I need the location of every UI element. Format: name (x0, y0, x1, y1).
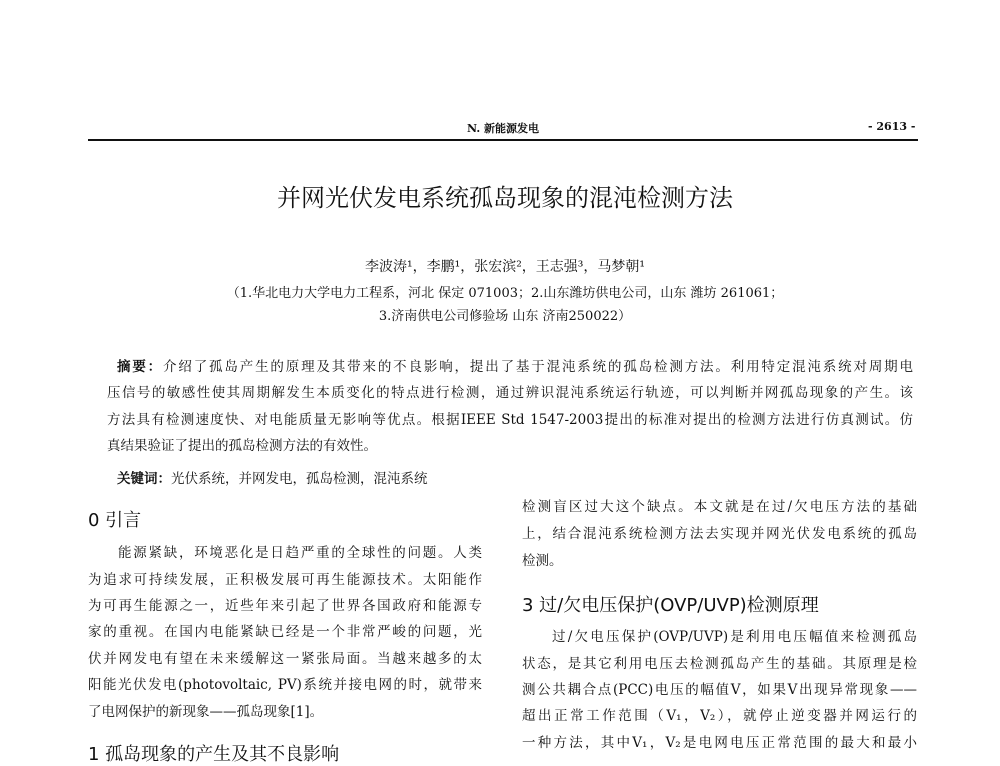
abstract-line: 真结果验证了提出的孤岛检测方法的有效性。 (107, 438, 377, 454)
header-rule (88, 139, 918, 141)
body-line: 超出正常工作范围（V₁，V₂），就停止逆变器并网运行的 (522, 708, 917, 724)
body-line: 一种方法，其中V₁，V₂是电网电压正常范围的最大和最小 (522, 735, 917, 751)
body-line: 状态，是其它利用电压去检测孤岛产生的基础。其原理是检 (522, 656, 917, 672)
body-line: 家的重视。在国内电能紧缺已经是一个非常严峻的问题，光 (88, 624, 482, 640)
keywords-label: 关键词： (117, 471, 171, 487)
body-line: 伏并网发电有望在未来缓解这一紧张局面。当越来越多的太 (88, 651, 482, 667)
running-header-section: N. 新能源发电 (467, 122, 540, 135)
body-line: 能源紧缺，环境恶化是日趋严重的全球性的问题。人类 (118, 545, 482, 561)
body-line: 检测。 (522, 553, 563, 569)
authors: 李波涛¹，李鹏¹，张宏滨²，王志强³，马梦朝¹ (364, 259, 646, 275)
body-line: 测公共耦合点(PCC)电压的幅值V，如果V出现异常现象—— (522, 682, 917, 698)
body-line: 为追求可持续发展，正积极发展可再生能源技术。太阳能作 (88, 572, 482, 588)
section-heading: 1 孤岛现象的产生及其不良影响 (88, 744, 340, 765)
section-heading: 0 引言 (88, 510, 142, 531)
abstract-line: 摘要：介绍了孤岛产生的原理及其带来的不良影响，提出了基于混沌系统的孤岛检测方法。利用特定混沌系统对周期电 (117, 359, 913, 375)
section-heading: 3 过/欠电压保护(OVP/UVP)检测原理 (522, 595, 819, 616)
affiliation-line: 3.济南供电公司修验场 山东 济南250022） (378, 309, 632, 324)
abstract-line: 压信号的敏感性使其周期解发生本质变化的特点进行检测，通过辨识混沌系统运行轨迹，可以判断并网孤岛现象的产生。该 (107, 385, 913, 401)
keywords: 关键词：光伏系统，并网发电，孤岛检测，混沌系统 (117, 471, 428, 487)
paper-title: 并网光伏发电系统孤岛现象的混沌检测方法 (277, 184, 733, 212)
body-line: 为可再生能源之一，近些年来引起了世界各国政府和能源专 (88, 598, 482, 614)
body-line: 过/欠电压保护(OVP/UVP)是利用电压幅值来检测孤岛 (552, 629, 917, 645)
abstract-label: 摘要： (117, 359, 164, 375)
affiliation-line: （1.华北电力大学电力工程系，河北 保定 071003；2.山东潍坊供电公司，山东 潍坊 261061； (226, 286, 784, 301)
page-number: - 2613 - (868, 120, 916, 133)
body-line: 了电网保护的新现象——孤岛现象[1]。 (88, 704, 324, 720)
body-line: 检测盲区过大这个缺点。本文就是在过/欠电压方法的基础 (522, 499, 917, 515)
abstract-line: 方法具有检测速度快、对电能质量无影响等优点。根据IEEE Std 1547-2003提出的标准对提出的检测方法进行仿真测试。仿 (107, 412, 913, 428)
body-line: 上，结合混沌系统检测方法去实现并网光伏发电系统的孤岛 (522, 526, 917, 542)
body-line: 阳能光伏发电(photovoltaic, PV)系统并接电网的时，就带来 (88, 677, 482, 693)
